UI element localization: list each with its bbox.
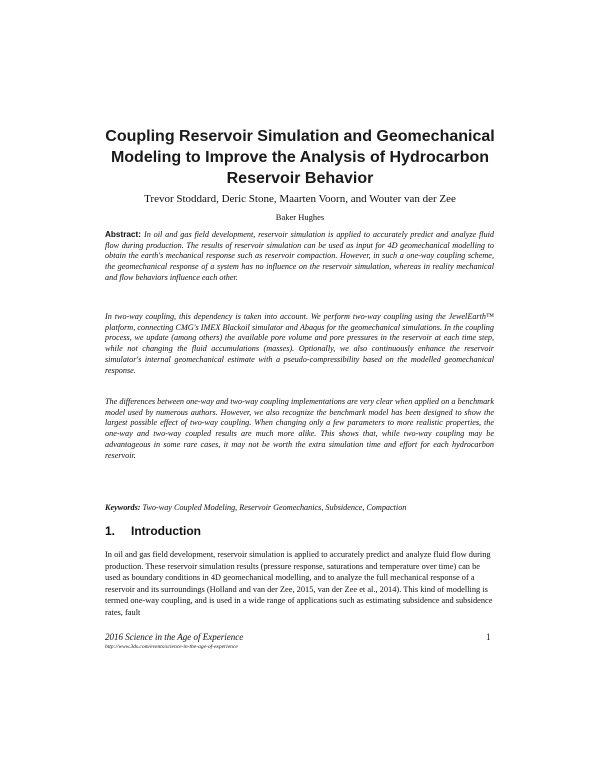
- section-heading: [105, 524, 201, 538]
- abstract-paragraph-3: The differences between one-way and two-way coupling implementations are very clear when applied on a benchmark model used by numerous authors. However, we also recognize the benchmark model has been designed to show the largest possible effect of two-way coupling. When changing only a few parameters to more realistic properties, the one-way and two-way coupled results are much more alike. This shows that, while two-way coupling may be advantageous in some rare cases, it may not be worth the extra simulation time and effort for each hydrocarbon reservoir.: [105, 397, 494, 460]
- abstract-label: Abstract: [105, 230, 139, 239]
- keywords-text: Two-way Coupled Modeling, Reservoir Geomechanics, Subsidence, Compaction: [142, 503, 407, 512]
- keywords: Keywords: Two-way Coupled Modeling, Reservoir Geomechanics, Subsidence, Compaction: [105, 503, 407, 512]
- introduction-paragraph: In oil and gas field development, reservoir simulation is applied to accurately predict and analyze fluid flow during production. These reservoir simulation results (pressure response, saturations and temperature over time) can be used as boundary conditions in 4D geomechanical modelling, and to analyze the full mechanical response of a reservoir and its surroundings (Holland and van der Zee, 2015, van der Zee et al., 2014). This kind of modelling is termed one-way coupling, and is used in a wide range of applications such as estimating subsidence and subsidence rates, fault: [105, 550, 493, 617]
- section-title: Introduction: [131, 524, 201, 538]
- footer-conference: 2016 Science in the Age of Experience: [105, 632, 244, 642]
- paper-title: Coupling Reservoir Simulation and Geomechanical Modeling to Improve the Analysis of Hydrocarbon Reservoir Behavior: [105, 128, 495, 187]
- section-number: 1.: [105, 524, 116, 538]
- abstract-paragraph-2: In two-way coupling, this dependency is taken into account. We perform two-way coupling using the JewelEarth™ platform, connecting CMG's IMEX Blackoil simulator and Abaqus for the geomechanical simulations. In the coupling process, we update (among others) the available pore volume and pore pressures in the reservoir at each time step, while not changing the fluid accumulations (masses). Optionally, we also continuously enhance the reservoir simulator's internal geomechanical estimate with a pseudo-compressibility based on the modelled geomechanical response.: [105, 312, 494, 375]
- author-list: Trevor Stoddard, Deric Stone, Maarten Voorn, and Wouter van der Zee: [144, 193, 456, 205]
- abstract-text-1: In oil and gas field development, reservoir simulation is applied to accurately predict and analyze fluid flow during production. The results of reservoir simulation can be used as input for 4D geomechanical modelling to obtain the earth's mechanical response such as reservoir compaction. However, in such a one-way coupling scheme, the geomechanical response of a system has no influence on the reservoir simulation, whereas in reality mechanical and flow behaviors influence each other.: [105, 230, 494, 282]
- affiliation: Baker Hughes: [275, 212, 325, 222]
- page-number: 1: [486, 632, 491, 642]
- footer-url[interactable]: http://www.3ds.com/events/science-in-the-age-of-experience: [105, 644, 238, 650]
- abstract-paragraph-1: Abstract: In oil and gas field development, reservoir simulation is applied to accurately predict and analyze fluid flow during production. The results of reservoir simulation can be used as input for 4D geomechanical modelling to obtain the earth's mechanical response such as reservoir compaction. However, in such a one-way coupling scheme, the geomechanical response of a system has no influence on the reservoir simulation, whereas in reality mechanical and flow behaviors influence each other.: [105, 230, 494, 282]
- keywords-label: Keywords: [105, 503, 138, 512]
